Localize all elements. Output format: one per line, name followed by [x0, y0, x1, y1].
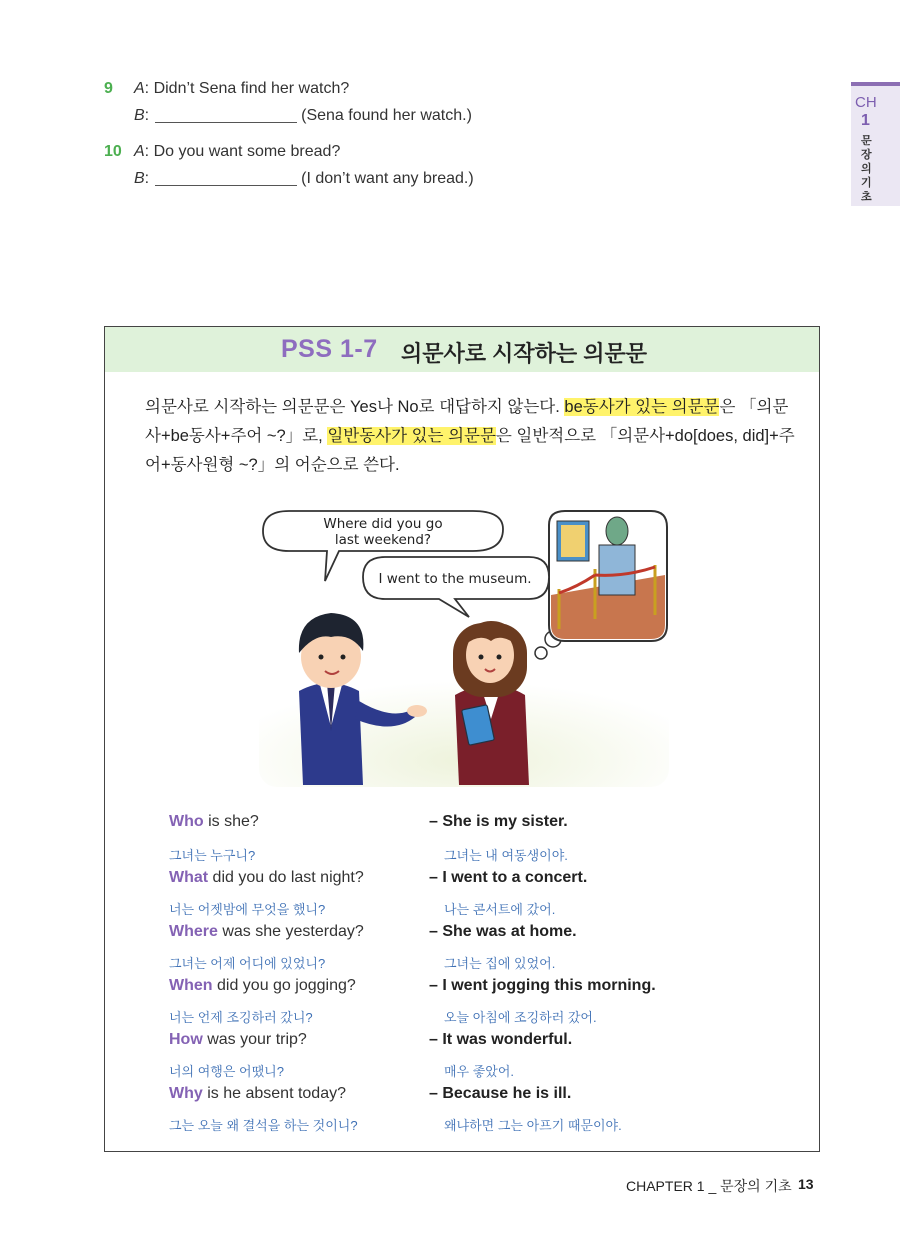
example-answer-ko: 오늘 아침에 조깅하러 갔어.	[444, 1010, 597, 1025]
exercise-line-b	[134, 170, 474, 188]
section-code: PSS 1-7	[281, 335, 378, 363]
footer-chapter: CHAPTER 1 _ 문장의 기초	[626, 1178, 792, 1194]
example-answer: – She was at home.	[429, 923, 577, 940]
intro-text: 의문사로 시작하는 의문문은 Yes나 No로 대답하지 않는다.	[145, 398, 565, 416]
grammar-box	[104, 326, 820, 1152]
question-rest: did you go jogging?	[212, 977, 356, 994]
wh-word: How	[169, 1031, 203, 1048]
example-answer: – I went jogging this morning.	[429, 977, 656, 994]
answer-blank[interactable]	[155, 108, 297, 123]
example-answer-ko: 왜냐하면 그는 아프기 때문이야.	[444, 1118, 622, 1133]
speech-bubble-answer	[363, 557, 549, 617]
question-rest: was she yesterday?	[217, 923, 364, 940]
intro-text: 은 「의문사+be동사+주어 ~?」로,	[145, 398, 789, 445]
speaker-label: B	[134, 107, 145, 124]
example-question	[169, 1085, 346, 1103]
colon: :	[144, 107, 150, 124]
example-question-ko: 너는 어젯밤에 무엇을 했니?	[169, 902, 326, 917]
example-question	[169, 869, 364, 887]
speaker-label: B	[134, 170, 145, 187]
example-answer-ko: 그녀는 집에 있었어.	[444, 956, 556, 971]
example-question-ko: 너의 여행은 어땠니?	[169, 1064, 284, 1079]
illustration	[259, 505, 679, 789]
example-question-ko: 그녀는 누구니?	[169, 848, 256, 863]
example-question-ko: 너는 언제 조깅하러 갔니?	[169, 1010, 313, 1025]
wh-word: When	[169, 977, 213, 994]
page-number: 13	[798, 1176, 814, 1192]
exercise-question: : Didn’t Sena find her watch?	[144, 80, 350, 97]
question-rest: did you do last night?	[208, 869, 364, 886]
example-question-ko: 그녀는 어제 어디에 있었니?	[169, 956, 326, 971]
exercise-question: : Do you want some bread?	[144, 143, 341, 160]
speaker-label: A	[134, 80, 145, 97]
speaker-label: A	[134, 143, 145, 160]
highlight-general-verb: 일반동사가 있는 의문문	[327, 427, 496, 445]
exercise-line-b	[134, 107, 472, 125]
chapter-side-tab[interactable]	[851, 82, 900, 206]
exercise-number: 9	[104, 80, 113, 97]
wh-word: Who	[169, 813, 204, 830]
colon: :	[144, 170, 150, 187]
example-answer: – Because he is ill.	[429, 1085, 572, 1102]
wh-word: Why	[169, 1085, 203, 1102]
wh-word: Where	[169, 923, 218, 940]
chapter-abbrev: CH	[855, 94, 877, 111]
example-answer: – She is my sister.	[429, 813, 568, 830]
exercise-number: 10	[104, 143, 122, 160]
answer-blank[interactable]	[155, 171, 297, 186]
section-title: 의문사로 시작하는 의문문	[401, 341, 647, 366]
exercise-hint: (Sena found her watch.)	[301, 107, 472, 124]
example-answer-ko: 나는 콘서트에 갔어.	[444, 902, 556, 917]
chapter-label: 문장의 기초	[861, 135, 872, 203]
example-answer-ko: 매우 좋았어.	[444, 1064, 515, 1079]
example-answer: – I went to a concert.	[429, 869, 588, 886]
question-rest: is he absent today?	[202, 1085, 346, 1102]
exercise-line-a	[134, 143, 340, 161]
example-question	[169, 923, 364, 941]
example-question	[169, 977, 356, 995]
girl-character	[453, 621, 529, 785]
bubble-question-line2: last weekend?	[334, 532, 432, 548]
question-rest: is she?	[203, 813, 259, 830]
example-answer-ko: 그녀는 내 여동생이야.	[444, 848, 568, 863]
highlight-be-verb: be동사가 있는 의문문	[564, 398, 720, 416]
bubble-question-line1: Where did you go	[323, 516, 443, 532]
example-question	[169, 1031, 307, 1049]
example-answer: – It was wonderful.	[429, 1031, 573, 1048]
intro-text: 은 일반적으로 「의문사+do[does, did]+주어+동사원형 ~?」의 어순으로 쓴다.	[145, 427, 795, 474]
bubble-answer-text: I went to the museum.	[378, 571, 532, 587]
grammar-box-header	[105, 327, 819, 372]
example-question	[169, 813, 259, 831]
wh-word: What	[169, 869, 209, 886]
exercise-hint: (I don’t want any bread.)	[301, 170, 474, 187]
question-rest: was your trip?	[202, 1031, 307, 1048]
example-question-ko: 그는 오늘 왜 결석을 하는 것이니?	[169, 1118, 358, 1133]
thought-bubble	[535, 511, 667, 659]
intro-paragraph	[145, 393, 795, 480]
exercise-line-a	[134, 80, 349, 98]
chapter-number: 1	[861, 112, 870, 129]
